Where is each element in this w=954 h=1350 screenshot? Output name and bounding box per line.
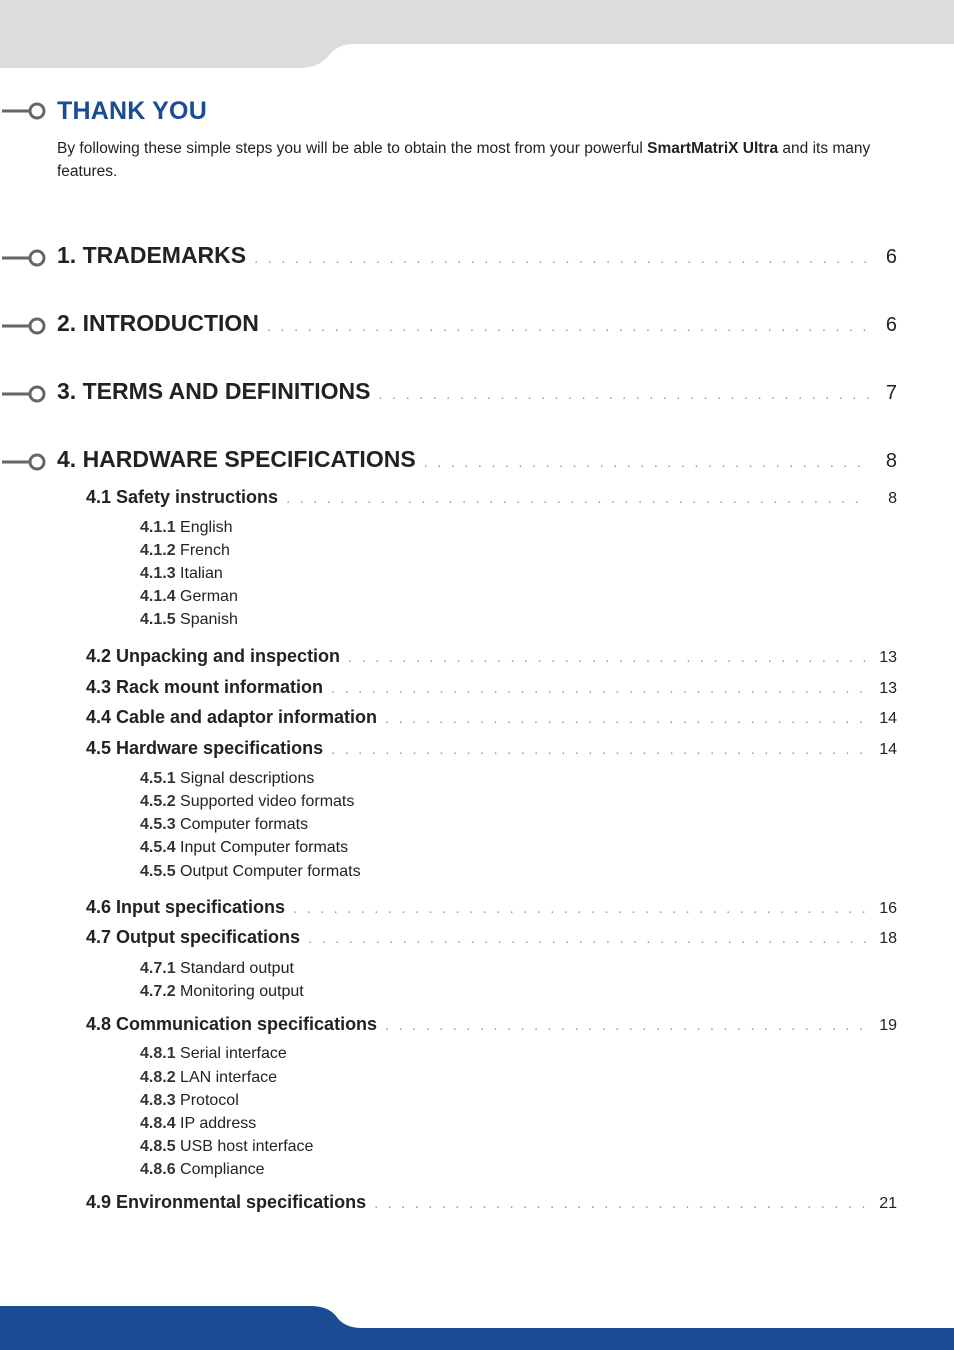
toc-dot-leader — [267, 318, 869, 335]
toc-entry-4-6[interactable] — [86, 897, 897, 923]
subentry-label: Computer formats — [180, 816, 309, 833]
toc-subentry[interactable] — [140, 541, 230, 561]
subentry-label: Italian — [180, 565, 223, 582]
toc-subentry[interactable] — [140, 564, 223, 584]
toc-entry-label: 3. TERMS AND DEFINITIONS — [57, 378, 371, 404]
toc-entry-label: 4.3 Rack mount information — [86, 677, 324, 697]
toc-page-number: 6 — [885, 246, 897, 268]
subentry-number: 4.5.1 — [140, 770, 176, 787]
subentry-label: French — [180, 542, 230, 559]
toc-subentry[interactable] — [140, 610, 238, 630]
subentry-label: IP address — [180, 1115, 257, 1132]
toc-subentry[interactable] — [140, 838, 348, 858]
toc-entry-4-4[interactable] — [86, 707, 897, 733]
toc-subentry[interactable] — [140, 1160, 265, 1180]
toc-entry-label: 4.7 Output specifications — [86, 927, 301, 947]
toc-entry-4-9[interactable] — [86, 1192, 897, 1218]
toc-subentry[interactable] — [140, 959, 294, 979]
subentry-label: LAN interface — [180, 1069, 277, 1086]
toc-subentry[interactable] — [140, 862, 361, 882]
subentry-number: 4.1.3 — [140, 565, 176, 582]
toc-page-number: 14 — [879, 741, 897, 758]
toc-entry-label: 4.1 Safety instructions — [86, 487, 279, 507]
subentry-label: Protocol — [180, 1092, 239, 1109]
toc-dot-leader — [286, 490, 869, 507]
thank-you-title: THANK YOU — [57, 97, 207, 125]
subentry-label: English — [180, 519, 233, 536]
section-bullet-icon — [0, 452, 50, 472]
subentry-number: 4.7.1 — [140, 960, 176, 977]
toc-entry-4-7[interactable] — [86, 927, 897, 953]
subentry-number: 4.8.4 — [140, 1115, 176, 1132]
toc-page-number: 16 — [879, 900, 897, 917]
intro-paragraph — [57, 137, 897, 183]
toc-dot-leader — [385, 710, 869, 727]
toc-entry-label: 2. INTRODUCTION — [57, 310, 259, 336]
footer-band — [0, 1300, 954, 1350]
subentry-label: USB host interface — [180, 1138, 314, 1155]
subentry-number: 4.1.1 — [140, 519, 176, 536]
toc-subentry[interactable] — [140, 769, 314, 789]
subentry-number: 4.1.5 — [140, 611, 176, 628]
subentry-number: 4.8.5 — [140, 1138, 176, 1155]
toc-dot-leader — [379, 386, 870, 403]
toc-entry-label: 4.4 Cable and adaptor information — [86, 707, 378, 727]
toc-entry-introduction[interactable] — [57, 310, 897, 340]
toc-subentry[interactable] — [140, 1114, 256, 1134]
toc-entry-4-8[interactable] — [86, 1014, 897, 1040]
toc-entry-label: 4.6 Input specifications — [86, 897, 286, 917]
subentry-number: 4.5.3 — [140, 816, 176, 833]
subentry-label: Spanish — [180, 611, 238, 628]
toc-subentry[interactable] — [140, 982, 304, 1002]
toc-entry-hardware-specifications[interactable] — [57, 446, 897, 476]
toc-page-number: 8 — [888, 490, 897, 507]
toc-entry-4-2[interactable] — [86, 646, 897, 672]
section-bullet-icon — [0, 248, 50, 268]
subentry-number: 4.1.4 — [140, 588, 176, 605]
subentry-label: German — [180, 588, 238, 605]
toc-entry-label: 4.8 Communication specifications — [86, 1014, 378, 1034]
toc-dot-leader — [308, 930, 869, 947]
section-bullet-icon — [0, 101, 50, 121]
toc-page-number: 7 — [885, 382, 897, 404]
toc-page-number: 14 — [879, 710, 897, 727]
toc-entry-label: 1. TRADEMARKS — [57, 242, 247, 268]
subentry-number: 4.7.2 — [140, 983, 176, 1000]
toc-entry-4-1[interactable] — [86, 487, 897, 513]
toc-dot-leader — [331, 741, 869, 758]
subentry-label: Serial interface — [180, 1045, 287, 1062]
toc-page-number: 19 — [879, 1017, 897, 1034]
subentry-number: 4.1.2 — [140, 542, 176, 559]
toc-page-number: 6 — [885, 314, 897, 336]
subentry-number: 4.8.1 — [140, 1045, 176, 1062]
toc-entry-label: 4.5 Hardware specifications — [86, 738, 324, 758]
toc-page-number: 21 — [879, 1195, 897, 1212]
section-bullet-icon — [0, 384, 50, 404]
toc-dot-leader — [348, 649, 869, 666]
toc-dot-leader — [385, 1017, 869, 1034]
toc-page-number: 8 — [885, 450, 897, 472]
toc-entry-terms[interactable] — [57, 378, 897, 408]
toc-entry-trademarks[interactable] — [57, 242, 897, 272]
subentry-number: 4.8.6 — [140, 1161, 176, 1178]
subentry-number: 4.5.4 — [140, 839, 176, 856]
product-name: SmartMatriX Ultra — [647, 140, 779, 157]
subentry-number: 4.5.5 — [140, 863, 176, 880]
subentry-number: 4.5.2 — [140, 793, 176, 810]
toc-subentry[interactable] — [140, 1137, 313, 1157]
toc-dot-leader — [331, 680, 869, 697]
toc-page-number: 18 — [879, 930, 897, 947]
toc-page-number: 13 — [879, 649, 897, 666]
subentry-label: Compliance — [180, 1161, 265, 1178]
intro-text: By following these simple steps you will be able to obtain the most from your powerful — [57, 140, 648, 157]
subentry-label: Standard output — [180, 960, 294, 977]
toc-dot-leader — [293, 900, 869, 917]
subentry-label: Input Computer formats — [180, 839, 349, 856]
subentry-label: Monitoring output — [180, 983, 304, 1000]
subentry-number: 4.8.3 — [140, 1092, 176, 1109]
toc-dot-leader — [374, 1195, 869, 1212]
subentry-label: Output Computer formats — [180, 863, 361, 880]
section-bullet-icon — [0, 316, 50, 336]
toc-page-number: 13 — [879, 680, 897, 697]
toc-subentry[interactable] — [140, 587, 238, 607]
toc-dot-leader — [254, 250, 869, 267]
subentry-label: Supported video formats — [180, 793, 355, 810]
intro-text-end: and its many features. — [57, 140, 871, 180]
toc-subentry[interactable] — [140, 1068, 277, 1088]
toc-entry-label: 4.9 Environmental specifications — [86, 1192, 367, 1212]
subentry-number: 4.8.2 — [140, 1069, 176, 1086]
toc-entry-label: 4.2 Unpacking and inspection — [86, 646, 341, 666]
toc-subentry[interactable] — [140, 518, 233, 538]
toc-entry-4-5[interactable] — [86, 738, 897, 764]
subentry-label: Signal descriptions — [180, 770, 315, 787]
toc-subentry[interactable] — [140, 1044, 287, 1064]
toc-subentry[interactable] — [140, 792, 354, 812]
toc-subentry[interactable] — [140, 815, 308, 835]
toc-subentry[interactable] — [140, 1091, 239, 1111]
header-band — [0, 0, 954, 70]
toc-entry-label: 4. HARDWARE SPECIFICATIONS — [57, 446, 416, 472]
toc-entry-4-3[interactable] — [86, 677, 897, 703]
toc-dot-leader — [424, 454, 869, 471]
